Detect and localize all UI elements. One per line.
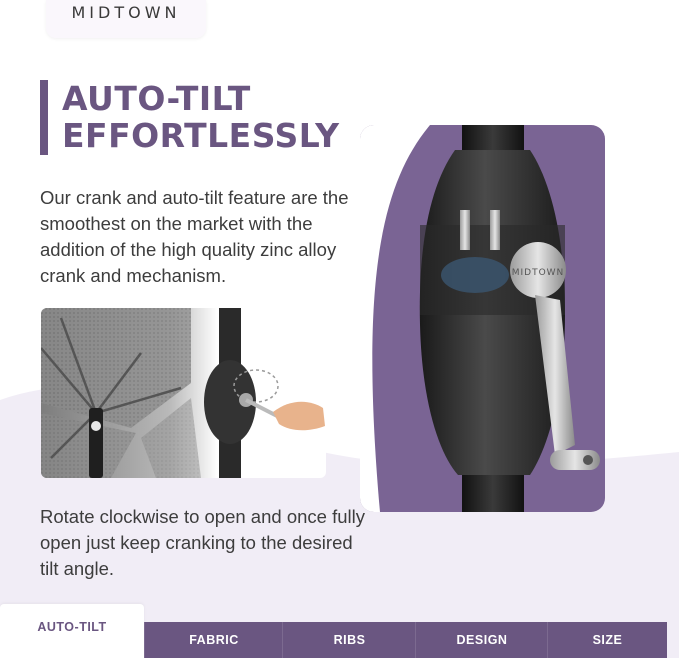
umbrella-crank-illustration (41, 308, 326, 478)
brand-logo-text: MIDTOWN (71, 2, 181, 22)
tab-auto-tilt[interactable]: AUTO-TILT (0, 604, 144, 658)
umbrella-crank-photo (41, 308, 326, 478)
tab-design[interactable]: DESIGN (415, 622, 548, 658)
headline-accent-bar (40, 80, 48, 155)
feature-tabs (0, 604, 679, 658)
crank-mechanism-photo (360, 125, 605, 512)
headline-line-1: AUTO-TILT (62, 79, 251, 118)
feature-description: Our crank and auto-tilt feature are the smoothest on the market with the addition of the high quality zinc alloy crank and mechanism. (40, 187, 349, 286)
tab-fabric[interactable]: FABRIC (144, 622, 283, 658)
brand-logo[interactable] (46, 0, 206, 38)
rotate-instructions: Rotate clockwise to open and once fully open just keep cranking to the desired tilt angle. (40, 506, 365, 579)
headline (62, 80, 340, 154)
headline-line-2: EFFORTLESSLY (62, 116, 340, 155)
tab-size[interactable]: SIZE (547, 622, 667, 658)
tab-ribs[interactable]: RIBS (282, 622, 416, 658)
crank-mechanism-illustration (360, 125, 605, 512)
crank-label: MIDTOWN (511, 268, 565, 278)
